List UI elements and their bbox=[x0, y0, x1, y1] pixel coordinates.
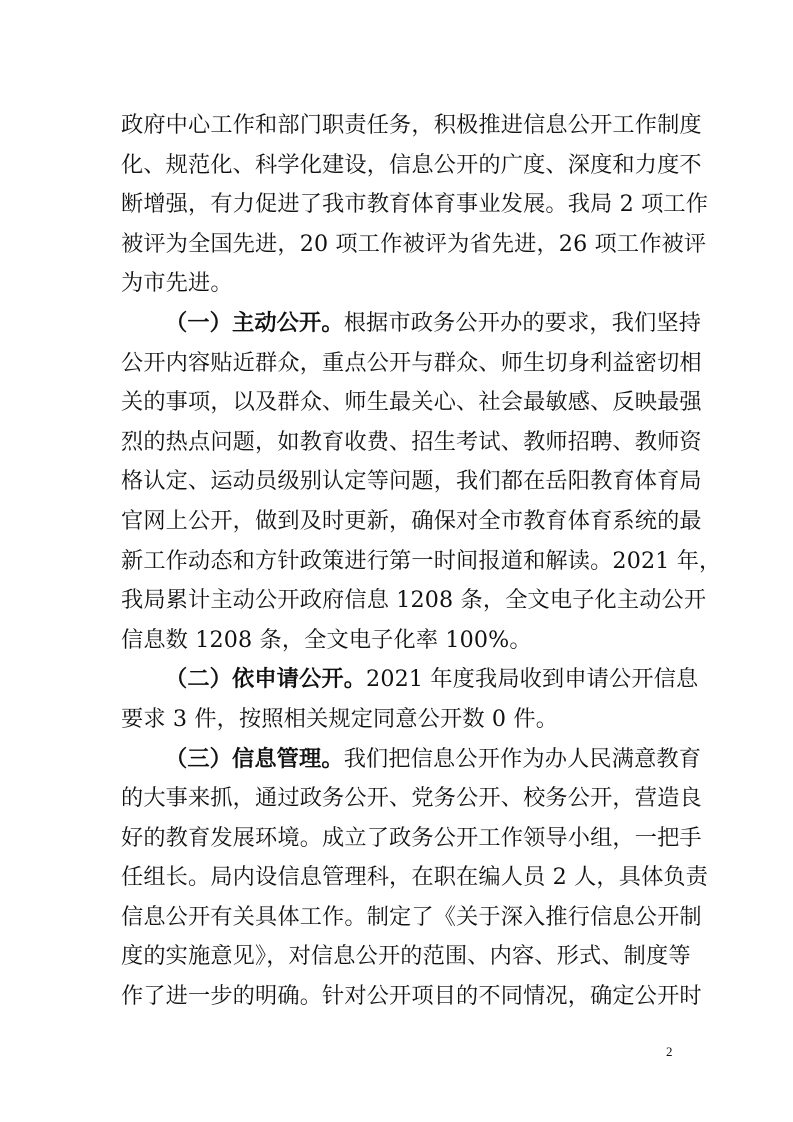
paragraph-continuation bbox=[121, 106, 709, 304]
section-heading: （一）主动公开。 bbox=[165, 309, 344, 336]
text-line: 为市先进。 bbox=[121, 270, 233, 297]
text-line: 我局累计主动公开政府信息 1208 条，全文电子化主动公开 bbox=[121, 587, 707, 614]
text-line: 政府中心工作和部门职责任务，积极推进信息公开工作制度 bbox=[121, 112, 702, 138]
text-line: 被评为全国先进，20 项工作被评为省先进，26 项工作被评 bbox=[121, 230, 707, 257]
section-heading: （三）信息管理。 bbox=[165, 745, 344, 772]
text-line: 格认定、运动员级别认定等问题，我们都在岳阳教育体育局 bbox=[121, 468, 702, 495]
paragraph-application-disclosure bbox=[121, 660, 699, 739]
text-line: 信息数 1208 条，全文电子化率 100%。 bbox=[121, 626, 532, 653]
text-line: 好的教育发展环境。成立了政务公开工作领导小组，一把手 bbox=[121, 824, 702, 851]
text-segment: 根据市政务公开办的要求，我们坚持 bbox=[343, 309, 702, 336]
text-line: 度的实施意见》，对信息公开的范围、内容、形式、制度等 bbox=[121, 943, 691, 970]
text-line: 关的事项，以及群众、师生最关心、社会最敏感、反映最强 bbox=[121, 389, 702, 416]
section-heading: （二）依申请公开。 bbox=[165, 666, 367, 693]
text-line: 要求 3 件，按照相关规定同意公开数 0 件。 bbox=[121, 705, 559, 732]
text-line bbox=[121, 740, 702, 780]
page-number: 2 bbox=[666, 1044, 673, 1059]
paragraph-information-management bbox=[121, 740, 709, 1017]
text-line: 新工作动态和方针政策进行第一时间报道和解读。2021 年， bbox=[121, 547, 722, 574]
body-text bbox=[121, 106, 722, 1017]
text-line: 化、规范化、科学化建设，信息公开的广度、深度和力度不 bbox=[121, 151, 702, 178]
text-line: 烈的热点问题，如教育收费、招生考试、教师招聘、教师资 bbox=[121, 428, 702, 455]
text-line: 任组长。局内设信息管理科，在职在编人员 2 人，具体负责 bbox=[121, 864, 709, 891]
text-line: 信息公开有关具体工作。制定了《关于深入推行信息公开制 bbox=[121, 903, 702, 930]
text-line: 的大事来抓，通过政务公开、党务公开、校务公开，营造良 bbox=[121, 785, 702, 812]
text-line: 官网上公开，做到及时更新，确保对全市教育体育系统的最 bbox=[121, 507, 702, 534]
text-line bbox=[121, 304, 702, 344]
text-line: 作了进一步的明确。针对公开项目的不同情况，确定公开时 bbox=[121, 983, 702, 1010]
paragraph-proactive-disclosure bbox=[121, 304, 722, 660]
text-line: 公开内容贴近群众，重点公开与群众、师生切身利益密切相 bbox=[121, 349, 702, 376]
text-line bbox=[121, 660, 699, 700]
text-segment: 我们把信息公开作为办人民满意教育 bbox=[343, 745, 702, 772]
text-line: 断增强，有力促进了我市教育体育事业发展。我局 2 项工作 bbox=[121, 191, 709, 218]
text-segment: 2021 年度我局收到申请公开信息 bbox=[366, 666, 699, 693]
